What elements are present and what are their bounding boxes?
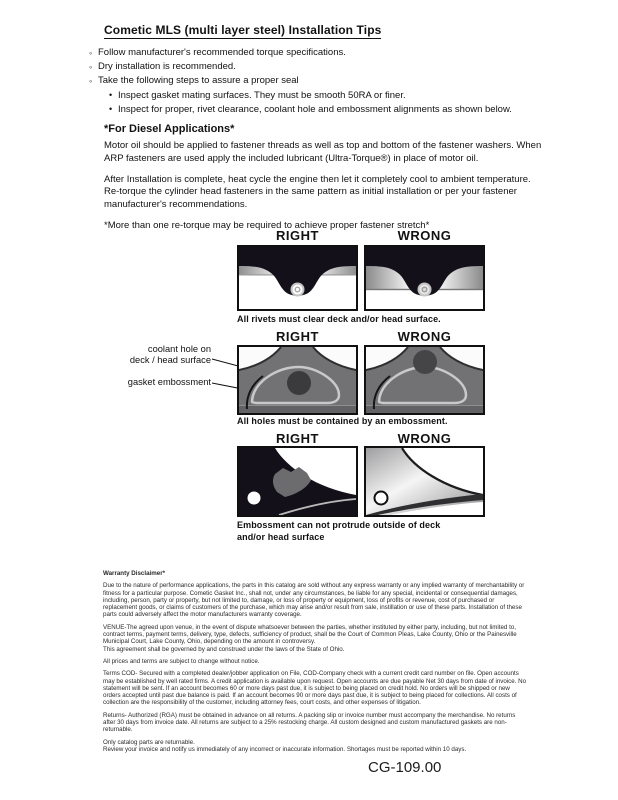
legal-paragraph <box>103 670 527 706</box>
diesel-paragraph-2: After Installation is complete, heat cycle the engine then let it completely cool to ambient temperature. Re-torque the cylinder head fasteners in the same pattern as initial installation or per your fastener manufacturer's recommendations. <box>104 173 531 211</box>
legal-paragraph <box>103 739 527 754</box>
legal-text: Returns- Authorized (RGA) must be obtained in advance on all returns. A packing slip or invoice number must accompany the merchandise. No returns after 30 days from invoice date. All returns are subject to a 25% restocking charge. All custom designed and custom manufactured gaskets are non-returnable. <box>103 711 516 734</box>
callout-coolant-hole-label <box>80 344 211 365</box>
embossment-caption <box>237 520 440 543</box>
right-label: RIGHT <box>276 431 319 446</box>
callout-gasket-embossment-label: gasket embossment <box>127 377 211 387</box>
warranty-disclaimer-heading: Warranty Disclaimer* <box>103 570 166 577</box>
legal-paragraph <box>103 658 527 665</box>
embossment-right-diagram <box>237 446 358 517</box>
legal-paragraph <box>103 712 527 734</box>
page-title: Cometic MLS (multi layer steel) Installation Tips <box>104 23 382 37</box>
open-bullet-icon: ◦ <box>89 76 93 87</box>
tip-item <box>88 46 546 60</box>
legal-text: Review your invoice and notify us immediately of any incorrect or inaccurate information. Shortages must be reported within 10 days. <box>103 745 467 753</box>
page-code: CG-109.00 <box>368 759 442 776</box>
coolant-hole-right-diagram <box>237 345 358 415</box>
legal-text: This agreement shall be governed by and construed under the laws of the State of Ohio. <box>103 645 345 653</box>
tip-item <box>88 60 546 74</box>
rivet-wrong-diagram <box>364 245 485 311</box>
rivet-right-diagram <box>237 245 358 311</box>
tip-item-text: Dry installation is recommended. <box>98 61 236 73</box>
open-bullet-icon: ◦ <box>89 48 93 58</box>
tip-item <box>88 74 546 88</box>
diesel-applications-heading: *For Diesel Applications* <box>104 123 235 136</box>
callout-text: coolant hole on <box>147 344 211 354</box>
coolant-hole-wrong-diagram <box>364 345 485 415</box>
legal-text: Terms COD- Secured with a completed dealer/jobber application on File, COD-Company check with a current credit card number on file. Open accounts may be established by well rated firms. A credit application is available upon request. Open accounts are due payable Net 30 days from date of invoice. No statement will be sent. If an account becomes 60 or more days past due, it is subject to being placed on credit hold. No orders will be shipped or new orders accepted until past due balance is paid. If an account becomes 90 or more days past due, it is subject to being placed for collections. All costs of collection are the responsibility of the customer, including attorney fees, court costs, and other expenses of litigation. <box>103 670 527 707</box>
tip-item-text: Take the following steps to assure a proper seal <box>98 75 299 87</box>
legal-paragraph <box>103 624 527 653</box>
wrong-label: WRONG <box>397 431 452 446</box>
solid-bullet-icon: • <box>109 103 113 114</box>
open-bullet-icon: ◦ <box>89 62 93 73</box>
tip-subitem <box>88 103 546 117</box>
diesel-paragraph-1: Motor oil should be applied to fastener threads as well as top and bottom of the fastener washers. When ARP fasteners are used apply the included lubricant (Ultra-Torque®) in place of motor oil. <box>104 140 542 164</box>
solid-bullet-icon: • <box>109 89 113 100</box>
legal-text: All prices and terms are subject to change without notice. <box>103 657 260 665</box>
legal-text: Only catalog parts are returnable. <box>103 738 195 746</box>
retorque-note: *More than one re-torque may be required to achieve proper fastener stretch* <box>104 220 430 231</box>
legal-paragraph <box>103 582 527 618</box>
tip-subitem <box>88 89 546 103</box>
tip-item-text: Follow manufacturer's recommended torque specifications. <box>98 47 346 58</box>
right-label: RIGHT <box>276 329 319 344</box>
rivet-caption: All rivets must clear deck and/or head surface. <box>237 314 441 324</box>
installation-tips-section <box>88 21 546 233</box>
tips-list <box>88 46 546 117</box>
embossment-caption-line: and/or head surface <box>237 531 325 542</box>
legal-text: Due to the nature of performance applications, the parts in this catalog are sold without any express warranty or any implied warranty of merchantability or fitness for a particular purpose. Cometic Gasket Inc., shall not, under any circumstances, be liable for any special, incidental or consequential damages, including, person, party or property, but not limited to, damage, or loss of property or equipment, loss of profits or revenue, cost of purchased or replacement goods, or claims of customers of the purchase, which may arise and/or result from sale, instillation or use of these parts. Installation of these parts could adversely affect the motor manufacturers warranty coverage. <box>103 582 525 619</box>
wrong-label: WRONG <box>397 329 452 344</box>
tip-subitem-text: Inspect gasket mating surfaces. They must be smooth 50RA or finer. <box>118 89 406 101</box>
legal-section <box>103 570 527 753</box>
right-label: RIGHT <box>276 228 319 243</box>
embossment-wrong-diagram <box>364 446 485 517</box>
coolant-hole-caption: All holes must be contained by an embossment. <box>237 416 448 426</box>
tip-subitem-text: Inspect for proper, rivet clearance, coolant hole and embossment alignments as shown below. <box>118 103 512 115</box>
legal-text: VENUE-The agreed upon venue, in the event of dispute whatsoever between the parties, whether instituted by either party, including, but not limited to, contract terms, payment terms, delivery, type, defects, sufficiency of product, shall be the Court of Common Pleas, Lake County, Ohio or the Painesville Municipal Court, Lake County, Ohio, depending on the amount in controversy. <box>103 623 517 646</box>
wrong-label: WRONG <box>397 228 452 243</box>
embossment-caption-line: Embossment can not protrude outside of deck <box>237 520 441 530</box>
callout-text: deck / head surface <box>129 354 211 365</box>
